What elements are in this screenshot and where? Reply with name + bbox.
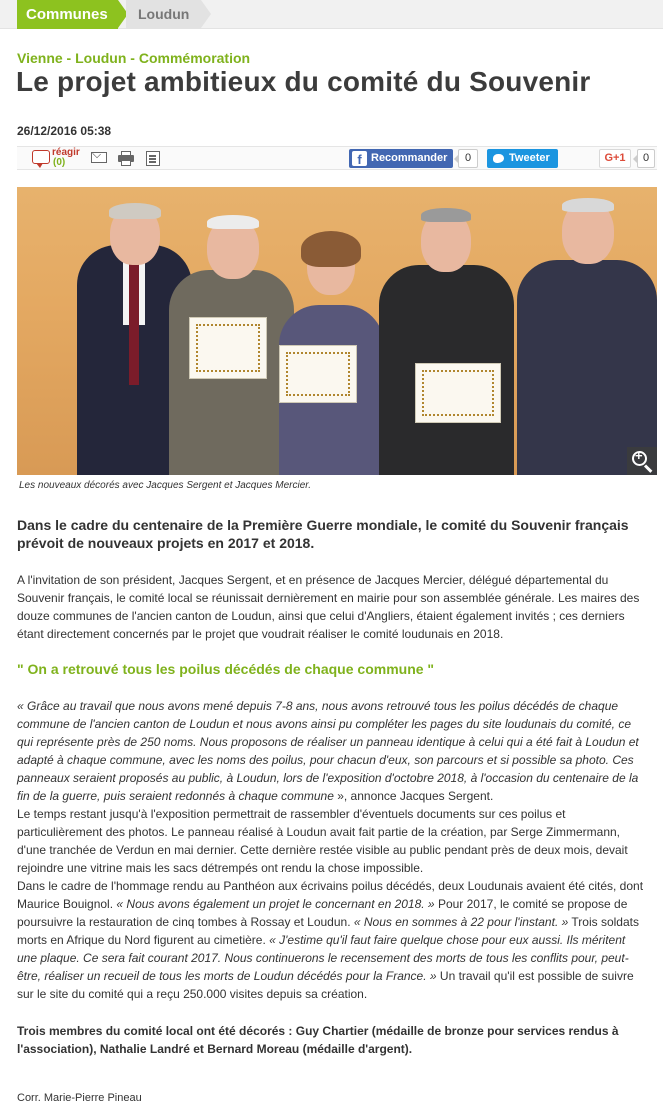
quote-2: « Nous avons également un projet le concernant en 2018. » [116, 897, 435, 911]
tweet-button[interactable] [487, 149, 558, 168]
photo-caption: Les nouveaux décorés avec Jacques Sergent et Jacques Mercier. [19, 480, 312, 491]
share-toolbar [17, 146, 657, 170]
article-photo[interactable] [17, 187, 657, 475]
quote-1: « Grâce au travail que nous avons mené depuis 7-8 ans, nous avons retrouvé tous les poilus décédés de chaque commune de l'ancien canton de Loudun et nous avons ainsi pu compléter les pages du site loudunais du comité, ce qui représente près de 250 noms. Nous proposons de réaliser un panneau identique à celui qui a été fait à Loudun et adapté à chaque commune, avec les noms des poilus, pour chacun d'eux, son parcours et si possible sa photo. Ces panneaux seraient proposés au public, à Loudun, lors de l'exposition d'octobre 2018, à l'occasion du centenaire de la fin de la guerre, puis seraient redonnés à chaque commune [17, 699, 639, 803]
article-paragraph-2: Le temps restant jusqu'à l'exposition permettrait de rassembler d'éventuels documents sur ces poilus et particulièrement des photos. Le panneau réalisé à Loudun avait fait partie de la création, par Serge Zimmermann, d'une tranchée de Verdun en mai dernier. Cette dernière restée visible au public pendant près de deux mois, devait rejoindre une vitrine mais les sacs détrempés ont rendu la chose impossible. [17, 807, 628, 875]
gplus-button[interactable] [599, 149, 631, 168]
certificate-1 [189, 317, 267, 379]
twitter-icon [493, 154, 504, 163]
gplus-count: 0 [637, 149, 655, 168]
zoom-icon [632, 451, 647, 466]
article-final-paragraph: Trois membres du comité local ont été décorés : Guy Chartier (médaille de bronze pour services rendus à l'association), Nathalie Landré et Bernard Moreau (médaille d'argent). [17, 1024, 619, 1056]
zoom-button[interactable] [627, 447, 657, 475]
comment-icon[interactable] [32, 150, 50, 164]
article-title: Le projet ambitieux du comité du Souvenir [16, 66, 591, 97]
breadcrumb [0, 0, 663, 29]
gplus-icon: G+1 [604, 152, 626, 164]
article-paragraph-3a: Dans le cadre de l'hommage rendu au Panthéon aux écrivains poilus décédés, deux Loudunais avaient été cités, dont Maurice Bouignol. [17, 879, 644, 911]
article-paragraph-1: A l'invitation de son président, Jacques Sergent, et en présence de Jacques Mercier, délégué départemental du Souvenir français, le comité local se réunissait dernièrement en mairie pour son assemblée générale. Les maires des douze communes de l'ancien canton de Loudun, ainsi que celui d'Angliers, étaient également invités ; ces derniers étant directement concernés par le projet que voudrait réaliser le comité loudunais en 2018. [17, 573, 640, 641]
article-lead: Dans le cadre du centenaire de la Première Guerre mondiale, le comité du Souvenir français prévoit de nouveaux projets en 2017 et 2018. [17, 517, 629, 551]
person-4 [379, 210, 514, 475]
article-intertitle: " On a retrouvé tous les poilus décédés de chaque commune " [17, 661, 435, 677]
breadcrumb-loudun-link[interactable]: Loudun [126, 0, 201, 29]
tweet-label: Tweeter [509, 152, 550, 164]
article-kicker: Vienne - Loudun - Commémoration [17, 50, 251, 66]
quote-3: « Nous en sommes à 22 pour l'instant. » [353, 915, 569, 929]
article-author: Corr. Marie-Pierre Pineau [17, 1092, 142, 1104]
person-5 [517, 200, 657, 475]
article-date: 26/12/2016 05:38 [17, 124, 112, 138]
article-paragraph-3c: Trois soldats morts en Afrique du Nord figurent au cimetière. [17, 915, 639, 947]
article-paragraph-3b: Pour 2017, le comité se propose de poursuivre la restauration de cinq tombes à Rossay et Loudun. [17, 897, 628, 929]
reagir-link[interactable]: réagir [52, 147, 80, 158]
certificate-3 [415, 363, 501, 423]
article-paragraph-3d: Un travail qu'il est possible de suivre sur le site du comité qui a reçu 250.000 visites depuis sa création. [17, 969, 634, 1001]
certificate-2 [279, 345, 357, 403]
article-body [17, 697, 647, 1003]
facebook-count: 0 [458, 149, 478, 168]
breadcrumb-communes-link[interactable]: Communes [17, 0, 118, 29]
page-icon[interactable] [146, 151, 160, 166]
facebook-recommend-button[interactable] [349, 149, 453, 168]
comment-count: (0) [53, 157, 66, 168]
quote-1-attribution: », annonce Jacques Sergent. [333, 789, 494, 803]
mail-icon[interactable] [91, 152, 107, 163]
print-icon[interactable] [118, 151, 134, 165]
facebook-icon: f [352, 151, 367, 166]
quote-4: « J'estime qu'il faut faire quelque chose pour eux aussi. Ils méritent une plaque. Ce sera fait courant 2017. Nous continuerons le recensement des morts de tous les conflits pour, peut-être, réaliser un recueil de tous les morts de Loudun décédés pour la France. » [17, 933, 629, 983]
facebook-label: Recommander [371, 152, 448, 164]
